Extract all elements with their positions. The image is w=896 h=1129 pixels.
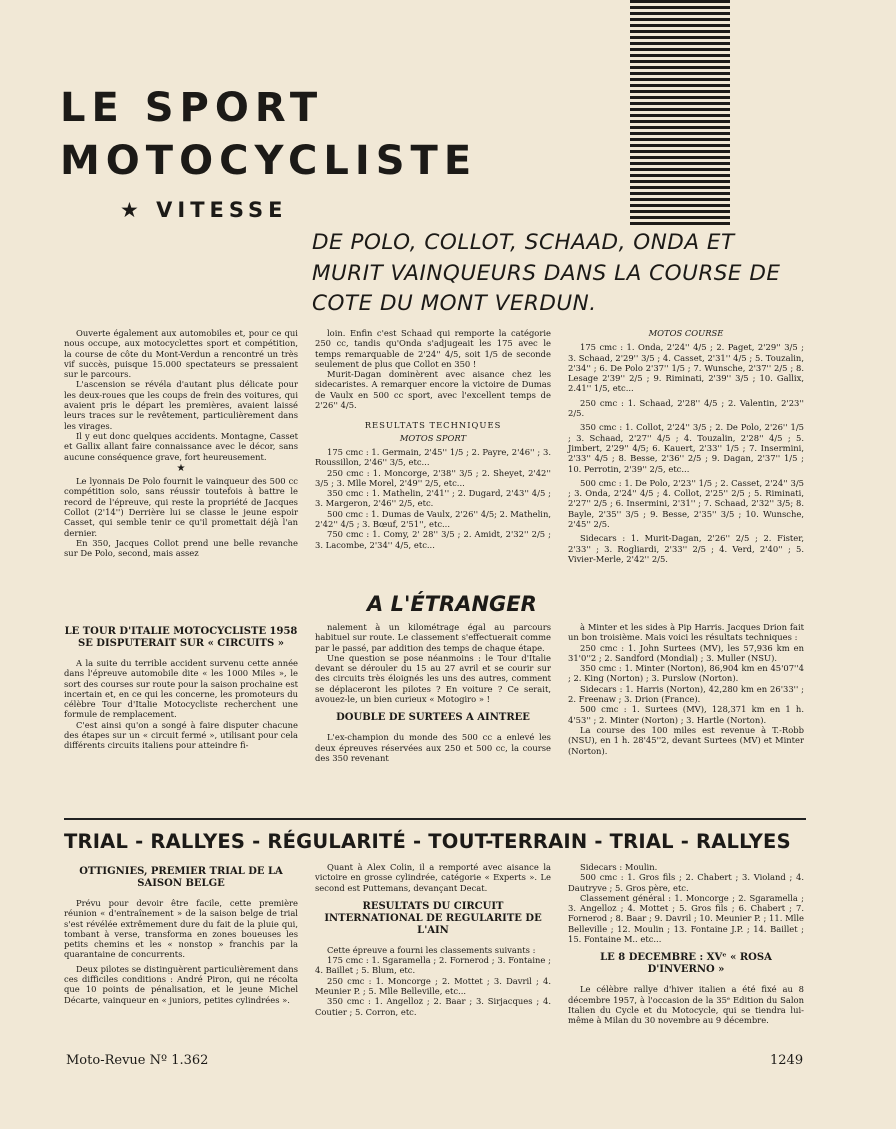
paragraph: L'ex-champion du monde des 500 cc a enlevé les deux épreuves réservées aux 250 et 500 cc, la course des 350 revenant [315,732,551,763]
column-9 [568,862,804,1026]
paragraph: Prévu pour devoir être facile, cette première réunion « d'entraînement » de la saison belge de trial s'est révélée extrêmement dure du fait de la pluie qui, tombant à verse, transforma en zones boueuses les petits chemins et les « nonstop » franchis par la quarantaine de concurrents. [64,898,298,960]
column-4 [64,622,298,751]
paragraph: à Minter et les sides à Pip Harris. Jacques Drion fait un bon troisième. Mais voici les résultats techniques : [568,622,804,643]
result-line: 350 cmc : 1. Mathelin, 2'41'' ; 2. Dugard, 2'43'' 4/5 ; 3. Margeron, 2'46'' 2/5, etc. [315,488,551,509]
result-line: 500 cmc : 1. Dumas de Vaulx, 2'26'' 4/5; 2. Mathelin, 2'42'' 4/5 ; 3. Bœuf, 2'51'', etc... [315,508,552,530]
results-title: RESULTATS TECHNIQUES [364,420,502,431]
paragraph: loin. Enfin c'est Schaad qui remporte la catégorie 250 cc, tandis qu'Onda s'adjugeait les 175 avec le temps remarquable de 2'24'' 4/5, soit 1/5 de seconde seulement de plus que Collot en 350 ! [315,328,551,369]
column-3 [568,328,804,564]
paragraph: Cette épreuve a fourni les classements suivants : [327,944,536,955]
result-line: 350 cmc : 1. Minter (Norton), 86,904 km en 45'07''4 ; 2. King (Norton) ; 3. Purslow (Norton). [568,663,804,684]
result-line: 250 cmc : 1. Moncorge, 2'38'' 3/5 ; 2. Sheyet, 2'42'' 3/5 ; 3. Mlle Morel, 2'49'' 2/5, etc... [315,467,551,488]
result-line: 250 cmc : 1. Moncorge ; 2. Mottet ; 3. Davril ; 4. Meunier P. ; 5. Mlle Belleville, etc... [315,975,551,997]
result-line: Sidecars : 1. Harris (Norton), 42,280 km en 26'33'' ; 2. Freenaw ; 3. Drion (France). [568,683,804,705]
trial-banner: TRIAL - RALLYES - RÉGULARITÉ - TOUT-TERRAIN - TRIAL - RALLYES [64,830,791,853]
result-line: Sidecars : 1. Murit-Dagan, 2'26'' 2/5 ; 2. Fister, 2'33'' ; 3. Rogliardi, 2'33'' 2/5 ; 4. Verd, 2'40'' ; 5. Vivier-Merle, 2'42'' 2/5. [568,533,804,564]
paragraph: Ouverte également aux automobiles et, pour ce qui nous occupe, aux motocyclettes sport et compétition, la course de côte du Mont-Verdun a rencontré un très vif succès, puisque 15.000 spectateurs se pressaient sur le parcours. [64,328,298,380]
article-heading: DOUBLE DE SURTEES A AINTREE [336,712,530,724]
article-heading: OTTIGNIES, PREMIER TRIAL DE LA SAISON BELGE [79,866,283,889]
section-label: ★ VITESSE [120,198,288,222]
result-line: 500 cmc : 1. De Polo, 2'23'' 1/5 ; 2. Casset, 2'24'' 3/5 ; 3. Onda, 2'24'' 4/5 ; 4. Collot, 2'25'' 2/5 ; 5. Riminati, 2'27'' 2/5 ; 6. Insermini, 2'31'' ; 7. Schaad, 2'32'' 3/5; 8. Bayle, 2'35'' 3/5 ; 9. Besse, 2'35'' 3/5 ; 10. Wunsche, 2'45'' 2/5. [568,477,804,530]
result-line: Classement général : 1. Moncorge ; 2. Sgaramella ; 3. Angelloz ; 4. Mottet ; 5. Gros fils ; 6. Chabert ; 7. Fornerod ; 8. Baar ; 9. Davril ; 10. Meunier P. ; 11. Mlle Belleville ; 12. Moulin ; 13. Fontaine J.P. ; 14. Baillet ; 15. Fontaine M.. etc... [568,892,804,945]
result-line: 250 cmc : 1. Schaad, 2'28'' 4/5 ; 2. Valentin, 2'23'' 2/5. [568,397,804,419]
paragraph: Il y eut donc quelques accidents. Montagne, Casset et Gallix allant faire connaissance avec le décor, sans aucune conséquence grave, fort heureusement. [64,430,298,462]
paragraph: L'ascension se révéla d'autant plus délicate pour les deux-roues que les coups de frein des voitures, qui avaient pris le départ les premières, avaient laissé leurs traces sur le revêtement, particulièrement dans les virages. [64,379,298,431]
divider [64,818,806,820]
footer-page-number: 1249 [770,1053,804,1068]
results-subtitle: MOTOS SPORT [399,432,467,443]
column-8 [315,862,551,1017]
paragraph: Le lyonnais De Polo fournit le vainqueur des 500 cc compétition solo, sans réussir toutefois à battre le record de l'épreuve, qui reste la propriété de Jacques Collot (2'14'') Derrière lui se classe le jeune espoir Casset, qui semble tenir ce qu'il promettait déjà l'an dernier. [64,476,298,538]
paragraph: A la suite du terrible accident survenu cette année dans l'épreuve automobile dite « les 1000 Miles », le sort des courses sur route pour la saison prochaine est incertain et, en ce qui les concerne, les promoteurs du célèbre Tour d'Italie Motocycliste recherchent une formule de remplacement. [64,658,298,720]
star-separator: ★ [176,462,186,474]
column-2 [315,328,551,550]
main-headline: DE POLO, COLLOT, SCHAAD, ONDA ET MURIT VAINQUEURS DANS LA COURSE DE COTE DU MONT VERDUN. [312,230,781,316]
paragraph: Deux pilotes se distinguèrent particulièrement dans ces difficiles conditions : André Piron, qui ne récolta que 10 points de pénalisation, et le jeune Michel Décarte, vainqueur en « juniors, petites cylindrées ». [64,963,298,1005]
paragraph: Le célèbre rallye d'hiver italien a été fixé au 8 décembre 1957, à l'occasion de la 35ᵉ Edition du Salon Italien du Cycle et du Motocycle, qui se tiendra lui-même à Milan du 30 novembre au 9 décembre. [568,984,804,1026]
result-line: 175 cmc : 1. Onda, 2'24'' 4/5 ; 2. Paget, 2'29'' 3/5 ; 3. Schaad, 2'29'' 3/5 ; 4. Casset, 2'31'' 4/5 ; 5. Touzalin, 2'34'' ; 6. De Polo 2'37'' 1/5 ; 7. Wunsche, 2'37'' 2/5 ; 8. Lesage 2'39'' 2/5 ; 9. Riminati, 2'39'' 3/5 ; 10. Gallix, 2.41'' 1/5, etc... [568,342,804,394]
title-line-2: MOTOCYCLISTE [60,138,478,184]
result-line: 500 cmc : 1. Gros fils ; 2. Chabert ; 3. Violand ; 4. Dautryve ; 5. Gros père, etc. [568,872,804,893]
result-line: 500 cmc : 1. Surtees (MV), 128,371 km en 1 h. 4'53'' ; 2. Minter (Norton) ; 3. Hartle (Norton). [568,704,804,725]
paragraph: En 350, Jacques Collot prend une belle revanche sur De Polo, second, mais assez [64,537,298,559]
title-line-1: LE SPORT [60,85,324,131]
column-7 [64,862,298,1005]
result-line: 250 cmc : 1. John Surtees (MV), les 57,936 km en 31'0''2 ; 2. Sandford (Mondial) ; 3. Muller (NSU). [568,642,804,663]
result-line: 350 cmc : 1. Angelloz ; 2. Baar ; 3. Sirjacques ; 4. Coutier ; 5. Corron, etc. [315,996,551,1017]
paragraph: La course des 100 miles est revenue à T.-Robb (NSU), en 1 h. 28'45''2, devant Surtees (MV) et Minter (Norton). [568,724,804,756]
paragraph: nalement à un kilométrage égal au parcours habituel sur route. Le classement s'effectuerait comme par le passé, par addition des temps de chaque étape. [315,622,551,653]
result-line: 175 cmc : 1. Germain, 2'45'' 1/5 ; 2. Payre, 2'46'' ; 3. Roussillon, 2'46'' 3/5, etc... [315,446,551,468]
footer-publication: Moto-Revue Nº 1.362 [66,1053,209,1068]
decorative-stripes [630,0,730,225]
column-5 [315,622,551,763]
result-line: Sidecars : Moulin. [580,862,658,872]
column-1 [64,328,298,559]
article-heading: LE TOUR D'ITALIE MOTOCYCLISTE 1958 SE DISPUTERAIT SUR « CIRCUITS » [64,626,298,649]
paragraph: Une question se pose néanmoins : le Tour d'Italie devant se dérouler du 15 au 27 avril et se courir sur des circuits très éloignés les uns des autres, comment se déplaceront les pilotes ? En voiture ? Ce serait, avouez-le, un bien curieux « Motogiro » ! [315,652,551,705]
article-heading: RESULTATS DU CIRCUIT INTERNATIONAL DE REGULARITE DE L'AIN [324,900,542,936]
column-6 [568,622,804,756]
results-subtitle: MOTOS COURSE [648,328,724,338]
result-line: 350 cmc : 1. Collot, 2'24'' 3/5 ; 2. De Polo, 2'26'' 1/5 ; 3. Schaad, 2'27'' 4/5 ; 4. Touzalin, 2'28'' 4/5 ; 5. Jimbert, 2'29'' 4/5; 6. Kauert, 2'33'' 1/5 ; 7. Insermini, 2'33'' 4/5 ; 8. Besse, 2'36'' 2/5 ; 9. Dagan, 2'37'' 1/5 ; 10. Perrotin, 2'39'' 2/5, etc... [568,422,804,474]
paragraph: C'est ainsi qu'on a songé à faire disputer chacune des étapes sur un « circuit fermé », utilisant pour cela différents circuits italiens pour atteindre fi- [64,719,298,751]
result-line: 175 cmc : 1. Sgaramella ; 2. Fornerod ; 3. Fontaine ; 4. Baillet ; 5. Blum, etc. [315,955,551,976]
paragraph: Murit-Dagan dominèrent avec aisance chez les sidecaristes. A remarquer encore la victoire de Dumas de Vaulx en 500 cc sport, avec l'excellent temps de 2'26'' 4/5. [315,369,551,411]
section-heading-etranger: A L'ÉTRANGER [367,592,537,616]
result-line: 750 cmc : 1. Comy, 2' 28'' 3/5 ; 2. Amidt, 2'32'' 2/5 ; 3. Lacombe, 2'34'' 4/5, etc... [315,529,551,550]
article-heading: LE 8 DECEMBRE : XVᵉ « ROSA D'INVERNO » [600,952,772,976]
paragraph: Quant à Alex Colin, il a remporté avec aisance la victoire en grosse cylindrée, catégorie « Experts ». Le second est Puttemans, devançant Decat. [315,862,551,893]
